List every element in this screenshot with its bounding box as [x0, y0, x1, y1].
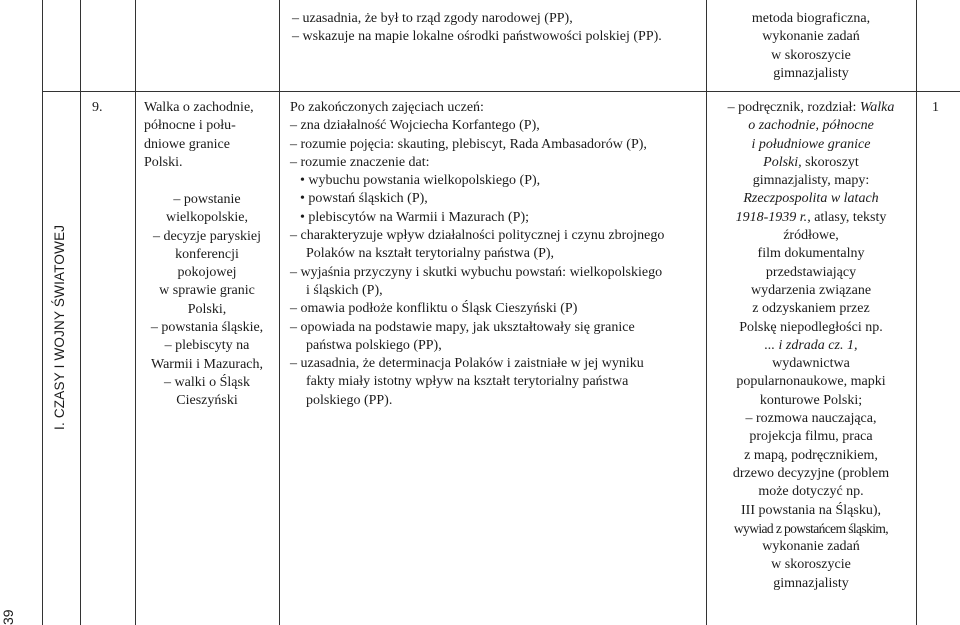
subtopic-line: konferencji [175, 246, 239, 262]
method-line: w skoroszycie [771, 47, 851, 63]
method-line: Polskę niepodległości np. [739, 319, 883, 335]
method-line [708, 154, 914, 172]
subtopic-line: – powstania śląskie, [150, 320, 264, 336]
method-line: popularnonaukowe, mapki [736, 374, 886, 390]
section-label: I. CZASY I WOJNY ŚWIATOWEJ [52, 224, 67, 430]
table-border-col2 [135, 0, 136, 625]
method-line: wykonanie zadań [762, 539, 860, 555]
method-line: gimnazjalisty [773, 575, 849, 591]
method-line [708, 99, 914, 117]
method-text: – podręcznik, rozdział: [727, 100, 860, 115]
method-line: i południowe granice [751, 136, 871, 152]
subtopic-line: – powstanie [173, 192, 241, 207]
subtopic-line: – decyzje paryskiej [152, 228, 262, 244]
topic-line: północne i połu- [144, 118, 236, 134]
method-line [708, 209, 914, 227]
method-line: może dotyczyć np. [758, 484, 864, 500]
goal-line: – omawia podłoże konfliktu o Śląsk Cieszyński (P) [290, 301, 578, 317]
method-line: wykonanie zadań [762, 29, 860, 45]
goal-line: polskiego (PP). [306, 392, 393, 408]
table-border-col3 [279, 0, 280, 625]
method-line: ... i zdrada cz. 1, [764, 337, 858, 353]
subtopic-line: pokojowej [177, 265, 237, 281]
top-methods [716, 10, 906, 83]
goal-line: – charakteryzuje wpływ działalności politycznej i czynu zbrojnego [290, 228, 665, 244]
lesson-number: 9. [92, 100, 103, 115]
method-line: film dokumentalny [757, 246, 865, 262]
method-line: w skoroszycie [771, 557, 851, 573]
method-line: drzewo decyzyjne (problem [732, 465, 890, 481]
goal-line: i śląskich (P), [306, 282, 383, 298]
goal-line: – opowiada na podstawie mapy, jak ukształtowały się granice [290, 319, 635, 335]
subtopic-line: – plebiscyty na [164, 338, 250, 354]
subtopic-line: Polski, [187, 301, 227, 317]
method-text: skoroszyt [801, 154, 859, 170]
table-row-divider [42, 91, 960, 92]
subtopic-line: w sprawie granic [159, 283, 255, 299]
goal-line: Po zakończonych zajęciach uczeń: [290, 100, 484, 115]
method-line: przedstawiający [765, 264, 857, 280]
method-line: z mapą, podręcznikiem, [744, 447, 878, 463]
method-line: gimnazjalisty [773, 65, 849, 81]
method-line: wywiad z powstańcem śląskim, [733, 520, 889, 536]
table-border-left [42, 0, 43, 625]
lesson-subtopics [138, 191, 276, 411]
page-number: 39 [0, 609, 16, 625]
lesson-topic [144, 99, 254, 172]
top-goal-line: – uzasadnia, że był to rząd zgody narodowej (PP), [292, 11, 573, 26]
method-line: z odzyskaniem przez [752, 301, 870, 317]
method-line: projekcja filmu, praca [749, 429, 873, 445]
topic-line: Walka o zachodnie, [144, 100, 254, 115]
goal-line: – zna działalność Wojciecha Korfantego (P), [290, 118, 540, 134]
lesson-methods [708, 99, 914, 593]
subtopic-line: – walki o Śląsk [164, 374, 250, 390]
subtopic-line: wielkopolskie, [165, 210, 249, 226]
subtopic-line: Warmii i Mazurach, [151, 356, 263, 372]
goal-line: • wybuchu powstania wielkopolskiego (P), [300, 173, 541, 189]
goal-line: – rozumie znaczenie dat: [290, 154, 430, 170]
method-line: wydawnictwa [772, 356, 850, 372]
lesson-goals [290, 99, 664, 410]
table-border-col5 [916, 0, 917, 625]
method-line: Rzeczpospolita w latach [743, 191, 879, 207]
subtopic-line: Cieszyński [176, 393, 238, 409]
table-border-col1 [80, 0, 81, 625]
lesson-hours: 1 [932, 100, 939, 115]
method-line: gimnazjalisty, mapy: [752, 173, 870, 189]
goal-line: państwa polskiego (PP), [306, 337, 442, 353]
goal-line: – uzasadnia, że determinacja Polaków i zaistniałe w jej wyniku [290, 356, 644, 372]
top-goal-line: – wskazuje na mapie lokalne ośrodki państwowości polskiej (PP). [292, 29, 662, 45]
topic-line: Polski. [144, 154, 183, 170]
method-line: metoda biograficzna, [751, 11, 871, 26]
goal-line: – rozumie pojęcia: skauting, plebiscyt, Rada Ambasadorów (P), [290, 136, 647, 152]
goal-line: • plebiscytów na Warmii i Mazurach (P); [300, 209, 530, 225]
goal-line: – wyjaśnia przyczyny i skutki wybuchu powstań: wielkopolskiego [290, 264, 663, 280]
top-goals [292, 10, 662, 47]
method-text: Polski, [763, 154, 802, 170]
method-text: 1918-1939 r. [735, 209, 808, 225]
table-border-col4 [706, 0, 707, 625]
method-line: o zachodnie, północne [748, 118, 874, 134]
goal-line: Polaków na kształt terytorialny państwa (P), [306, 246, 555, 262]
method-line: – rozmowa nauczająca, [745, 411, 877, 427]
goal-line: • powstań śląskich (P), [300, 191, 428, 207]
method-line: konturowe Polski; [759, 392, 863, 408]
method-text: Walka [859, 100, 895, 115]
method-line: III powstania na Śląsku), [741, 502, 881, 518]
topic-line: dniowe granice [144, 136, 230, 152]
method-line: wydarzenia związane [750, 282, 872, 298]
method-line: źródłowe, [783, 228, 839, 244]
goal-line: fakty miały istotny wpływ na kształt terytorialny państwa [306, 374, 629, 390]
method-text: , atlasy, teksty [807, 209, 887, 225]
